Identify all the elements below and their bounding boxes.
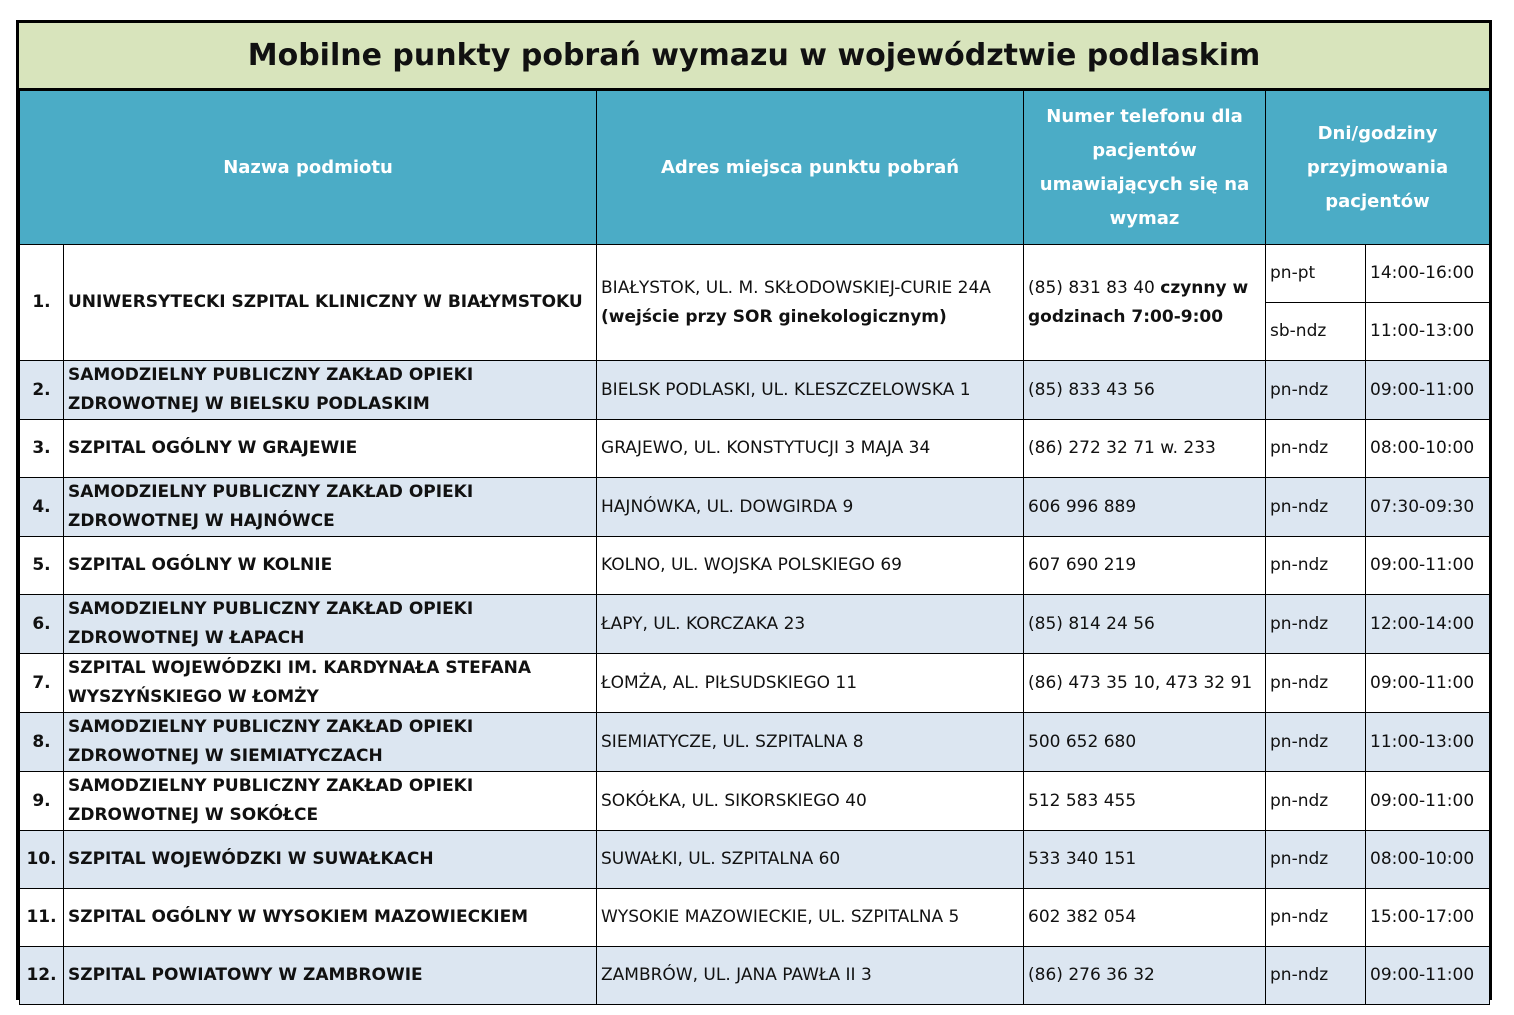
- phone-note: czynny w godzinach 7:00-9:00: [1028, 277, 1249, 327]
- entity-address: BIELSK PODLASKI, UL. KLESZCZELOWSKA 1: [597, 361, 1024, 420]
- row-number: 8.: [20, 713, 64, 772]
- table-row: [20, 361, 1490, 420]
- entity-address: ZAMBRÓW, UL. JANA PAWŁA II 3: [597, 947, 1024, 1005]
- sampling-points-table: [19, 90, 1490, 1005]
- days-cell: pn-ndz: [1266, 595, 1366, 654]
- table-row: [20, 713, 1490, 772]
- entity-address: KOLNO, UL. WOJSKA POLSKIEGO 69: [597, 537, 1024, 595]
- entity-address: SOKÓŁKA, UL. SIKORSKIEGO 40: [597, 772, 1024, 831]
- phone-text: (85) 831 83 40: [1028, 277, 1155, 298]
- hours-cell: 11:00-13:00: [1366, 713, 1490, 772]
- entity-address: GRAJEWO, UL. KONSTYTUCJI 3 MAJA 34: [597, 420, 1024, 478]
- entity-phone: 602 382 054: [1024, 889, 1266, 947]
- hours-cell: 09:00-11:00: [1366, 654, 1490, 713]
- table-row: [20, 537, 1490, 595]
- hours-cell: 14:00-16:00: [1366, 245, 1490, 303]
- entity-address: [597, 245, 1024, 361]
- entity-name: SZPITAL OGÓLNY W GRAJEWIE: [64, 420, 597, 478]
- entity-name: SZPITAL OGÓLNY W WYSOKIEM MAZOWIECKIEM: [64, 889, 597, 947]
- hours-cell: 07:30-09:30: [1366, 478, 1490, 537]
- days-cell: pn-ndz: [1266, 772, 1366, 831]
- address-text: BIAŁYSTOK, UL. M. SKŁODOWSKIEJ-CURIE 24A: [601, 277, 991, 298]
- table-body: [20, 245, 1490, 1005]
- row-number: 1.: [20, 245, 64, 361]
- row-number: 5.: [20, 537, 64, 595]
- days-cell: sb-ndz: [1266, 303, 1366, 361]
- entity-phone: [1024, 245, 1266, 361]
- row-number: 3.: [20, 420, 64, 478]
- row-number: 9.: [20, 772, 64, 831]
- hours-cell: 09:00-11:00: [1366, 537, 1490, 595]
- row-number: 4.: [20, 478, 64, 537]
- table-header-row: [20, 91, 1490, 245]
- entity-phone: (85) 833 43 56: [1024, 361, 1266, 420]
- hours-cell: 09:00-11:00: [1366, 772, 1490, 831]
- header-hours: Dni/godziny przyjmowania pacjentów: [1266, 91, 1490, 245]
- entity-address: HAJNÓWKA, UL. DOWGIRDA 9: [597, 478, 1024, 537]
- row-number: 6.: [20, 595, 64, 654]
- row-number: 7.: [20, 654, 64, 713]
- hours-cell: 12:00-14:00: [1366, 595, 1490, 654]
- row-number: 2.: [20, 361, 64, 420]
- hours-cell: 08:00-10:00: [1366, 420, 1490, 478]
- header-name: Nazwa podmiotu: [20, 91, 597, 245]
- entity-name: SZPITAL WOJEWÓDZKI IM. KARDYNAŁA STEFANA WYSZYŃSKIEGO W ŁOMŻY: [64, 654, 597, 713]
- table-row: [20, 420, 1490, 478]
- table-row: [20, 889, 1490, 947]
- days-cell: pn-ndz: [1266, 537, 1366, 595]
- entity-phone: 500 652 680: [1024, 713, 1266, 772]
- entity-phone: (85) 814 24 56: [1024, 595, 1266, 654]
- days-cell: pn-ndz: [1266, 713, 1366, 772]
- days-cell: pn-ndz: [1266, 831, 1366, 889]
- document-frame: [16, 20, 1492, 1000]
- entity-name: SAMODZIELNY PUBLICZNY ZAKŁAD OPIEKI ZDROWOTNEJ W SOKÓŁCE: [64, 772, 597, 831]
- row-number: 10.: [20, 831, 64, 889]
- entity-phone: 512 583 455: [1024, 772, 1266, 831]
- table-row: [20, 772, 1490, 831]
- entity-name: SZPITAL OGÓLNY W KOLNIE: [64, 537, 597, 595]
- hours-cell: 08:00-10:00: [1366, 831, 1490, 889]
- entity-address: ŁAPY, UL. KORCZAKA 23: [597, 595, 1024, 654]
- days-cell: pn-ndz: [1266, 478, 1366, 537]
- entity-name: SAMODZIELNY PUBLICZNY ZAKŁAD OPIEKI ZDROWOTNEJ W BIELSKU PODLASKIM: [64, 361, 597, 420]
- hours-cell: 09:00-11:00: [1366, 947, 1490, 1005]
- entity-name: SAMODZIELNY PUBLICZNY ZAKŁAD OPIEKI ZDROWOTNEJ W ŁAPACH: [64, 595, 597, 654]
- table-row: [20, 831, 1490, 889]
- days-cell: pn-pt: [1266, 245, 1366, 303]
- table-row: [20, 478, 1490, 537]
- row-number: 11.: [20, 889, 64, 947]
- days-cell: pn-ndz: [1266, 889, 1366, 947]
- days-cell: pn-ndz: [1266, 947, 1366, 1005]
- entity-phone: (86) 276 36 32: [1024, 947, 1266, 1005]
- hours-cell: 15:00-17:00: [1366, 889, 1490, 947]
- header-phone: Numer telefonu dla pacjentów umawiających się na wymaz: [1024, 91, 1266, 245]
- row-number: 12.: [20, 947, 64, 1005]
- days-cell: pn-ndz: [1266, 361, 1366, 420]
- entity-phone: (86) 272 32 71 w. 233: [1024, 420, 1266, 478]
- page-title: Mobilne punkty pobrań wymazu w województwie podlaskim: [19, 23, 1489, 90]
- entity-phone: 607 690 219: [1024, 537, 1266, 595]
- entity-name: SAMODZIELNY PUBLICZNY ZAKŁAD OPIEKI ZDROWOTNEJ W HAJNÓWCE: [64, 478, 597, 537]
- entity-phone: 533 340 151: [1024, 831, 1266, 889]
- entity-address: SIEMIATYCZE, UL. SZPITALNA 8: [597, 713, 1024, 772]
- address-note: (wejście przy SOR ginekologicznym): [601, 306, 947, 327]
- entity-name: SZPITAL POWIATOWY W ZAMBROWIE: [64, 947, 597, 1005]
- entity-name: UNIWERSYTECKI SZPITAL KLINICZNY W BIAŁYMSTOKU: [64, 245, 597, 361]
- hours-cell: 11:00-13:00: [1366, 303, 1490, 361]
- hours-cell: 09:00-11:00: [1366, 361, 1490, 420]
- table-row: [20, 654, 1490, 713]
- table-row: [20, 245, 1490, 303]
- entity-phone: (86) 473 35 10, 473 32 91: [1024, 654, 1266, 713]
- days-cell: pn-ndz: [1266, 654, 1366, 713]
- days-cell: pn-ndz: [1266, 420, 1366, 478]
- header-address: Adres miejsca punktu pobrań: [597, 91, 1024, 245]
- table-row: [20, 947, 1490, 1005]
- table-row: [20, 595, 1490, 654]
- entity-name: SAMODZIELNY PUBLICZNY ZAKŁAD OPIEKI ZDROWOTNEJ W SIEMIATYCZACH: [64, 713, 597, 772]
- entity-address: SUWAŁKI, UL. SZPITALNA 60: [597, 831, 1024, 889]
- entity-phone: 606 996 889: [1024, 478, 1266, 537]
- entity-address: ŁOMŻA, AL. PIŁSUDSKIEGO 11: [597, 654, 1024, 713]
- entity-address: WYSOKIE MAZOWIECKIE, UL. SZPITALNA 5: [597, 889, 1024, 947]
- entity-name: SZPITAL WOJEWÓDZKI W SUWAŁKACH: [64, 831, 597, 889]
